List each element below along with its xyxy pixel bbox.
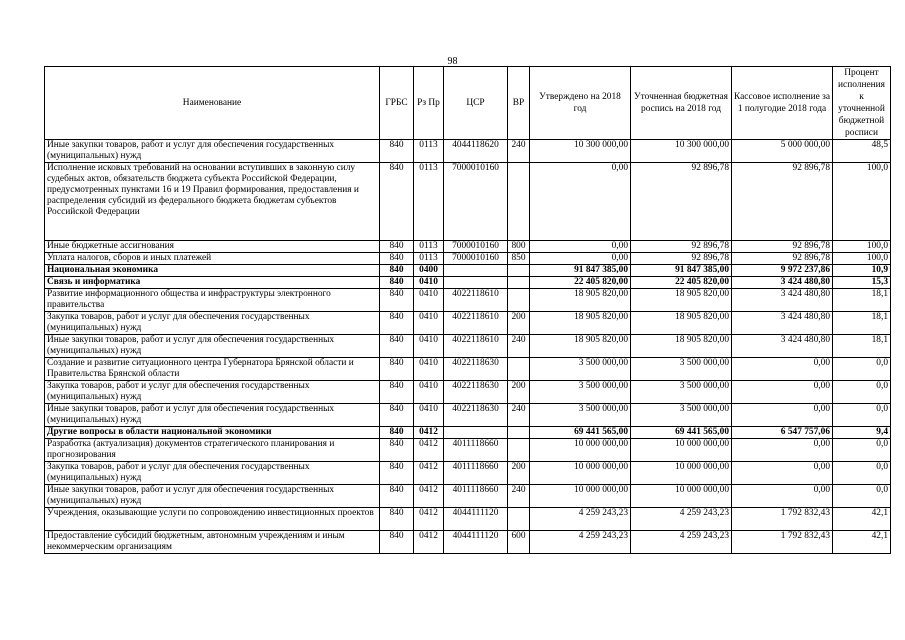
cell-rzpr: 0113 <box>414 241 444 253</box>
cell-rzpr: 0410 <box>414 404 444 427</box>
cell-name: Закупка товаров, работ и услуг для обеспечения государственных (муниципальных) нужд <box>45 462 380 485</box>
cell-approved: 3 500 000,00 <box>530 381 631 404</box>
cell-refined: 10 000 000,00 <box>631 485 732 508</box>
cell-rzpr: 0113 <box>414 140 444 163</box>
cell-approved: 10 000 000,00 <box>530 485 631 508</box>
cell-cash: 92 896,78 <box>732 253 833 265</box>
cell-cash: 3 424 480,80 <box>732 289 833 312</box>
cell-name: Другие вопросы в области национальной экономики <box>45 427 380 439</box>
cell-rzpr: 0412 <box>414 427 444 439</box>
header-row <box>45 67 891 140</box>
table-row <box>45 462 891 485</box>
cell-rzpr: 0412 <box>414 439 444 462</box>
cell-percent: 100,0 <box>833 253 891 265</box>
cell-name: Учреждения, оказывающие услуги по сопровождению инвестиционных проектов <box>45 508 380 531</box>
cell-rzpr: 0113 <box>414 163 444 241</box>
cell-approved: 3 500 000,00 <box>530 404 631 427</box>
cell-refined: 10 000 000,00 <box>631 439 732 462</box>
cell-grbs: 840 <box>380 265 414 277</box>
cell-csr: 4022118630 <box>444 404 508 427</box>
cell-grbs: 840 <box>380 508 414 531</box>
cell-percent: 0,0 <box>833 439 891 462</box>
cell-name: Иные закупки товаров, работ и услуг для обеспечения государственных (муниципальных) нужд <box>45 140 380 163</box>
table-row <box>45 289 891 312</box>
cell-percent: 15,3 <box>833 277 891 289</box>
cell-percent: 0,0 <box>833 462 891 485</box>
cell-grbs: 840 <box>380 241 414 253</box>
cell-refined: 3 500 000,00 <box>631 381 732 404</box>
cell-percent: 0,0 <box>833 358 891 381</box>
cell-refined: 4 259 243,23 <box>631 531 732 554</box>
table-body <box>45 140 891 554</box>
cell-approved: 0,00 <box>530 253 631 265</box>
table-row <box>45 265 891 277</box>
cell-refined: 3 500 000,00 <box>631 404 732 427</box>
cell-grbs: 840 <box>380 163 414 241</box>
table-row <box>45 312 891 335</box>
header-grbs: ГРБС <box>380 67 414 140</box>
cell-refined: 18 905 820,00 <box>631 335 732 358</box>
cell-csr: 7000010160 <box>444 241 508 253</box>
cell-grbs: 840 <box>380 253 414 265</box>
cell-vr: 200 <box>508 312 530 335</box>
cell-percent: 0,0 <box>833 485 891 508</box>
cell-refined: 22 405 820,00 <box>631 277 732 289</box>
cell-vr: 800 <box>508 241 530 253</box>
cell-refined: 18 905 820,00 <box>631 289 732 312</box>
cell-name: Создание и развитие ситуационного центра Губернатора Брянской области и Правительства Брянской области <box>45 358 380 381</box>
cell-approved: 0,00 <box>530 163 631 241</box>
cell-cash: 0,00 <box>732 381 833 404</box>
cell-percent: 100,0 <box>833 241 891 253</box>
cell-approved: 10 300 000,00 <box>530 140 631 163</box>
table-row <box>45 277 891 289</box>
cell-grbs: 840 <box>380 462 414 485</box>
page-number: 98 <box>447 56 458 67</box>
cell-grbs: 840 <box>380 335 414 358</box>
cell-approved: 91 847 385,00 <box>530 265 631 277</box>
cell-rzpr: 0410 <box>414 358 444 381</box>
cell-name: Национальная экономика <box>45 265 380 277</box>
cell-rzpr: 0412 <box>414 531 444 554</box>
cell-percent: 18,1 <box>833 335 891 358</box>
cell-csr: 7000010160 <box>444 253 508 265</box>
cell-cash: 9 972 237,86 <box>732 265 833 277</box>
cell-rzpr: 0412 <box>414 485 444 508</box>
header-name: Наименование <box>45 67 380 140</box>
cell-percent: 0,0 <box>833 381 891 404</box>
cell-csr <box>444 265 508 277</box>
table-row <box>45 439 891 462</box>
cell-vr: 240 <box>508 485 530 508</box>
cell-approved: 4 259 243,23 <box>530 531 631 554</box>
cell-rzpr: 0410 <box>414 289 444 312</box>
cell-approved: 22 405 820,00 <box>530 277 631 289</box>
cell-cash: 0,00 <box>732 462 833 485</box>
cell-cash: 0,00 <box>732 404 833 427</box>
cell-csr: 4011118660 <box>444 462 508 485</box>
table-row <box>45 404 891 427</box>
cell-csr: 4022118610 <box>444 312 508 335</box>
cell-cash: 1 792 832,43 <box>732 508 833 531</box>
cell-vr <box>508 289 530 312</box>
cell-grbs: 840 <box>380 485 414 508</box>
cell-vr <box>508 439 530 462</box>
cell-csr: 4044111120 <box>444 508 508 531</box>
cell-csr: 4044118620 <box>444 140 508 163</box>
cell-refined: 18 905 820,00 <box>631 312 732 335</box>
cell-refined: 3 500 000,00 <box>631 358 732 381</box>
header-percent: Процент исполнения к уточненной бюджетной росписи <box>833 67 891 140</box>
cell-cash: 5 000 000,00 <box>732 140 833 163</box>
cell-name: Предоставление субсидий бюджетным, автономным учреждениям и иным некоммерческим организациям <box>45 531 380 554</box>
cell-vr: 600 <box>508 531 530 554</box>
cell-vr: 240 <box>508 404 530 427</box>
cell-cash: 0,00 <box>732 439 833 462</box>
cell-percent: 0,0 <box>833 404 891 427</box>
cell-name: Иные бюджетные ассигнования <box>45 241 380 253</box>
cell-percent: 18,1 <box>833 289 891 312</box>
cell-vr <box>508 358 530 381</box>
cell-approved: 0,00 <box>530 241 631 253</box>
cell-refined: 92 896,78 <box>631 241 732 253</box>
cell-rzpr: 0412 <box>414 508 444 531</box>
cell-csr: 4022118610 <box>444 289 508 312</box>
cell-rzpr: 0410 <box>414 335 444 358</box>
cell-grbs: 840 <box>380 140 414 163</box>
cell-rzpr: 0410 <box>414 381 444 404</box>
table-row <box>45 531 891 554</box>
cell-refined: 92 896,78 <box>631 163 732 241</box>
cell-name: Иные закупки товаров, работ и услуг для обеспечения государственных (муниципальных) нужд <box>45 404 380 427</box>
cell-approved: 3 500 000,00 <box>530 358 631 381</box>
table-row <box>45 140 891 163</box>
table-row <box>45 381 891 404</box>
cell-csr: 4011118660 <box>444 485 508 508</box>
cell-grbs: 840 <box>380 289 414 312</box>
table-row <box>45 427 891 439</box>
cell-grbs: 840 <box>380 427 414 439</box>
cell-vr: 850 <box>508 253 530 265</box>
header-rzpr: Рз Пр <box>414 67 444 140</box>
table-row <box>45 508 891 531</box>
cell-rzpr: 0410 <box>414 312 444 335</box>
header-approved: Утверждено на 2018 год <box>530 67 631 140</box>
cell-vr: 240 <box>508 335 530 358</box>
cell-percent: 100,0 <box>833 163 891 241</box>
cell-cash: 3 424 480,80 <box>732 335 833 358</box>
cell-vr <box>508 163 530 241</box>
cell-approved: 4 259 243,23 <box>530 508 631 531</box>
cell-percent: 18,1 <box>833 312 891 335</box>
cell-percent: 9,4 <box>833 427 891 439</box>
cell-vr <box>508 508 530 531</box>
cell-vr <box>508 265 530 277</box>
cell-grbs: 840 <box>380 404 414 427</box>
cell-vr <box>508 277 530 289</box>
budget-table <box>44 66 891 554</box>
cell-name: Иные закупки товаров, работ и услуг для обеспечения государственных (муниципальных) нужд <box>45 485 380 508</box>
cell-cash: 3 424 480,80 <box>732 312 833 335</box>
cell-name: Закупка товаров, работ и услуг для обеспечения государственных (муниципальных) нужд <box>45 381 380 404</box>
table-row <box>45 358 891 381</box>
cell-grbs: 840 <box>380 381 414 404</box>
cell-approved: 10 000 000,00 <box>530 462 631 485</box>
cell-percent: 48,5 <box>833 140 891 163</box>
cell-rzpr: 0412 <box>414 462 444 485</box>
cell-name: Разработка (актуализация) документов стратегического планирования и прогнозирования <box>45 439 380 462</box>
cell-name: Иные закупки товаров, работ и услуг для обеспечения государственных (муниципальных) нужд <box>45 335 380 358</box>
cell-refined: 10 000 000,00 <box>631 462 732 485</box>
header-vr: ВР <box>508 67 530 140</box>
cell-grbs: 840 <box>380 439 414 462</box>
cell-csr: 4044111120 <box>444 531 508 554</box>
cell-cash: 92 896,78 <box>732 163 833 241</box>
cell-cash: 1 792 832,43 <box>732 531 833 554</box>
cell-rzpr: 0400 <box>414 265 444 277</box>
table-row <box>45 335 891 358</box>
cell-percent: 42,1 <box>833 531 891 554</box>
cell-csr: 4022118630 <box>444 358 508 381</box>
cell-vr: 200 <box>508 381 530 404</box>
cell-percent: 42,1 <box>833 508 891 531</box>
cell-cash: 3 424 480,80 <box>732 277 833 289</box>
cell-name: Закупка товаров, работ и услуг для обеспечения государственных (муниципальных) нужд <box>45 312 380 335</box>
cell-refined: 69 441 565,00 <box>631 427 732 439</box>
cell-refined: 92 896,78 <box>631 253 732 265</box>
cell-vr <box>508 427 530 439</box>
cell-csr: 4022118630 <box>444 381 508 404</box>
cell-approved: 69 441 565,00 <box>530 427 631 439</box>
cell-grbs: 840 <box>380 358 414 381</box>
cell-approved: 10 000 000,00 <box>530 439 631 462</box>
cell-grbs: 840 <box>380 277 414 289</box>
cell-grbs: 840 <box>380 531 414 554</box>
cell-csr: 4011118660 <box>444 439 508 462</box>
cell-approved: 18 905 820,00 <box>530 289 631 312</box>
cell-rzpr: 0113 <box>414 253 444 265</box>
header-cash: Кассовое исполнение за 1 полугодие 2018 года <box>732 67 833 140</box>
cell-csr <box>444 277 508 289</box>
cell-approved: 18 905 820,00 <box>530 335 631 358</box>
cell-grbs: 840 <box>380 312 414 335</box>
table-row <box>45 241 891 253</box>
cell-refined: 91 847 385,00 <box>631 265 732 277</box>
cell-rzpr: 0410 <box>414 277 444 289</box>
cell-csr: 4022118610 <box>444 335 508 358</box>
header-refined: Уточненная бюджетная роспись на 2018 год <box>631 67 732 140</box>
cell-cash: 92 896,78 <box>732 241 833 253</box>
table-row <box>45 253 891 265</box>
table-row <box>45 485 891 508</box>
cell-name: Исполнение исковых требований на основании вступивших в законную силу судебных актов, обязательств бюджета субъекта Российской Федерации, предусмотренных пунктами 16 и 19 Правил формирования, предоставления и распределения субсидий из федерального бюджета бюджетам субъектов Российской Федерации <box>45 163 380 241</box>
cell-name: Развитие информационного общества и инфраструктуры электронного правительства <box>45 289 380 312</box>
cell-cash: 0,00 <box>732 485 833 508</box>
header-csr: ЦСР <box>444 67 508 140</box>
cell-approved: 18 905 820,00 <box>530 312 631 335</box>
cell-percent: 10,9 <box>833 265 891 277</box>
cell-refined: 4 259 243,23 <box>631 508 732 531</box>
cell-name: Уплата налогов, сборов и иных платежей <box>45 253 380 265</box>
cell-vr: 200 <box>508 462 530 485</box>
cell-csr: 7000010160 <box>444 163 508 241</box>
cell-csr <box>444 427 508 439</box>
table-row <box>45 163 891 241</box>
cell-cash: 0,00 <box>732 358 833 381</box>
cell-name: Связь и информатика <box>45 277 380 289</box>
cell-vr: 240 <box>508 140 530 163</box>
cell-refined: 10 300 000,00 <box>631 140 732 163</box>
cell-cash: 6 547 757,06 <box>732 427 833 439</box>
